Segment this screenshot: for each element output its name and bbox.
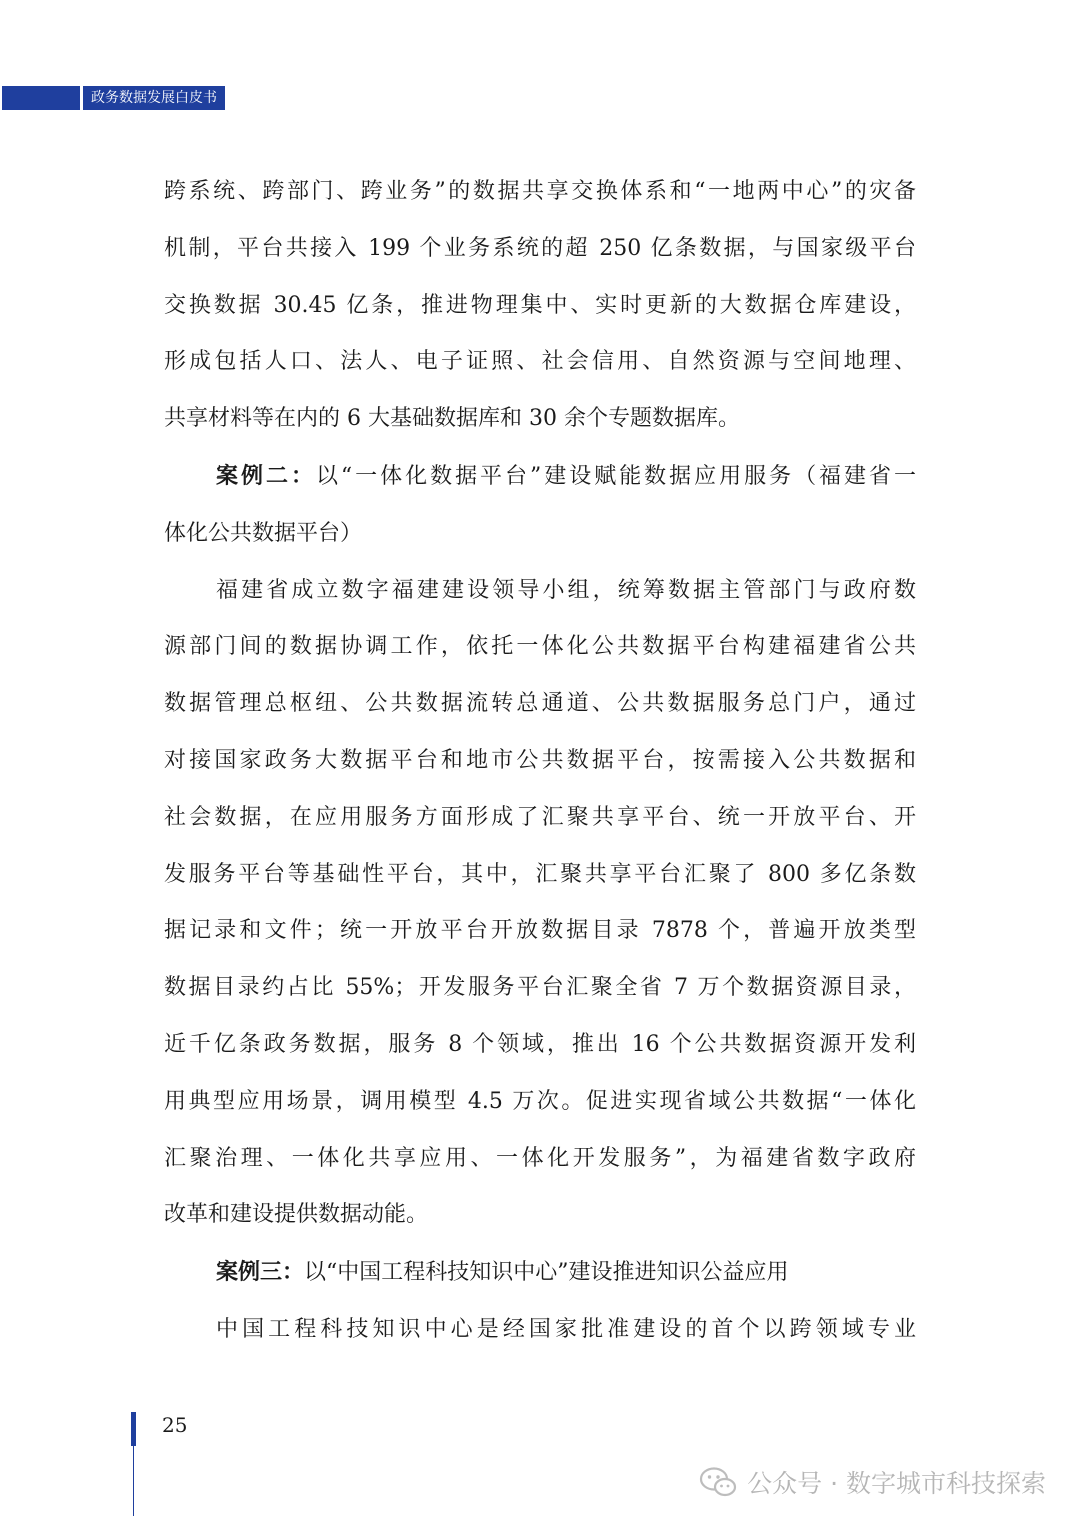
case-three-heading xyxy=(164,1244,916,1302)
case-three-title-line: 以“中国工程科技知识中心”建设推进知识公益应用 xyxy=(304,1260,789,1286)
text-line: 机制，平台共接入 199 个业务系统的超 250 亿条数据，与国家级平台 xyxy=(164,235,916,261)
text-line: 中国工程科技知识中心是经国家批准建设的首个以跨领域专业 xyxy=(216,1316,916,1342)
case-two-heading xyxy=(164,448,916,563)
text-line: 发服务平台等基础性平台，其中，汇聚共享平台汇聚了 800 多亿条数 xyxy=(164,861,916,887)
case-two-label: 案例二： xyxy=(216,462,316,489)
watermark-text: 公众号 · 数字城市科技探索 xyxy=(747,1469,1046,1498)
text-line: 共享材料等在内的 6 大基础数据库和 30 余个专题数据库。 xyxy=(164,406,740,432)
text-line: 交换数据 30.45 亿条，推进物理集中、实时更新的大数据仓库建设， xyxy=(164,292,916,318)
text-line: 据记录和文件；统一开放平台开放数据目录 7878 个，普遍开放类型 xyxy=(164,918,916,944)
watermark xyxy=(699,1462,1046,1502)
text-line: 对接国家政务大数据平台和地市公共数据平台，按需接入公共数据和 xyxy=(164,747,916,773)
text-line: 近千亿条政务数据，服务 8 个领域，推出 16 个公共数据资源开发利 xyxy=(164,1031,916,1057)
text-line: 福建省成立数字福建建设领导小组，统筹数据主管部门与政府数 xyxy=(216,577,916,603)
text-line: 汇聚治理、一体化共享应用、一体化开发服务”，为福建省数字政府 xyxy=(164,1145,916,1171)
text-line: 数据管理总枢纽、公共数据流转总通道、公共数据服务总门户，通过 xyxy=(164,691,916,717)
footer-accent-bar xyxy=(131,1412,136,1446)
wechat-icon xyxy=(699,1466,737,1498)
page-number: 25 xyxy=(162,1413,188,1437)
text-line: 用典型应用场景，调用模型 4.5 万次。促进实现省域公共数据“一体化 xyxy=(164,1088,916,1114)
text-line: 数据目录约占比 55%；开发服务平台汇聚全省 7 万个数据资源目录， xyxy=(164,975,916,1001)
running-header-title: 政务数据发展白皮书 xyxy=(83,86,225,110)
case-two-body xyxy=(164,563,916,1245)
text-line: 体化公共数据平台） xyxy=(164,520,363,546)
case-three-body xyxy=(164,1302,916,1359)
footer-rule xyxy=(133,1446,134,1516)
text-line: 社会数据，在应用服务方面形成了汇聚共享平台、统一开放平台、开 xyxy=(164,804,916,830)
header-accent-bar xyxy=(2,86,80,110)
body-text xyxy=(164,164,916,1359)
paragraph-continuation xyxy=(164,164,916,448)
text-line: 形成包括人口、法人、电子证照、社会信用、自然资源与空间地理、 xyxy=(164,349,916,375)
text-line: 源部门间的数据协调工作，依托一体化公共数据平台构建福建省公共 xyxy=(164,634,916,660)
case-three-label: 案例三： xyxy=(216,1259,305,1286)
case-two-title-line: 以“一体化数据平台”建设赋能数据应用服务（福建省一 xyxy=(315,463,916,489)
text-line: 改革和建设提供数据动能。 xyxy=(164,1202,429,1228)
text-line: 跨系统、跨部门、跨业务”的数据共享交换体系和“一地两中心”的灾备 xyxy=(164,179,916,204)
